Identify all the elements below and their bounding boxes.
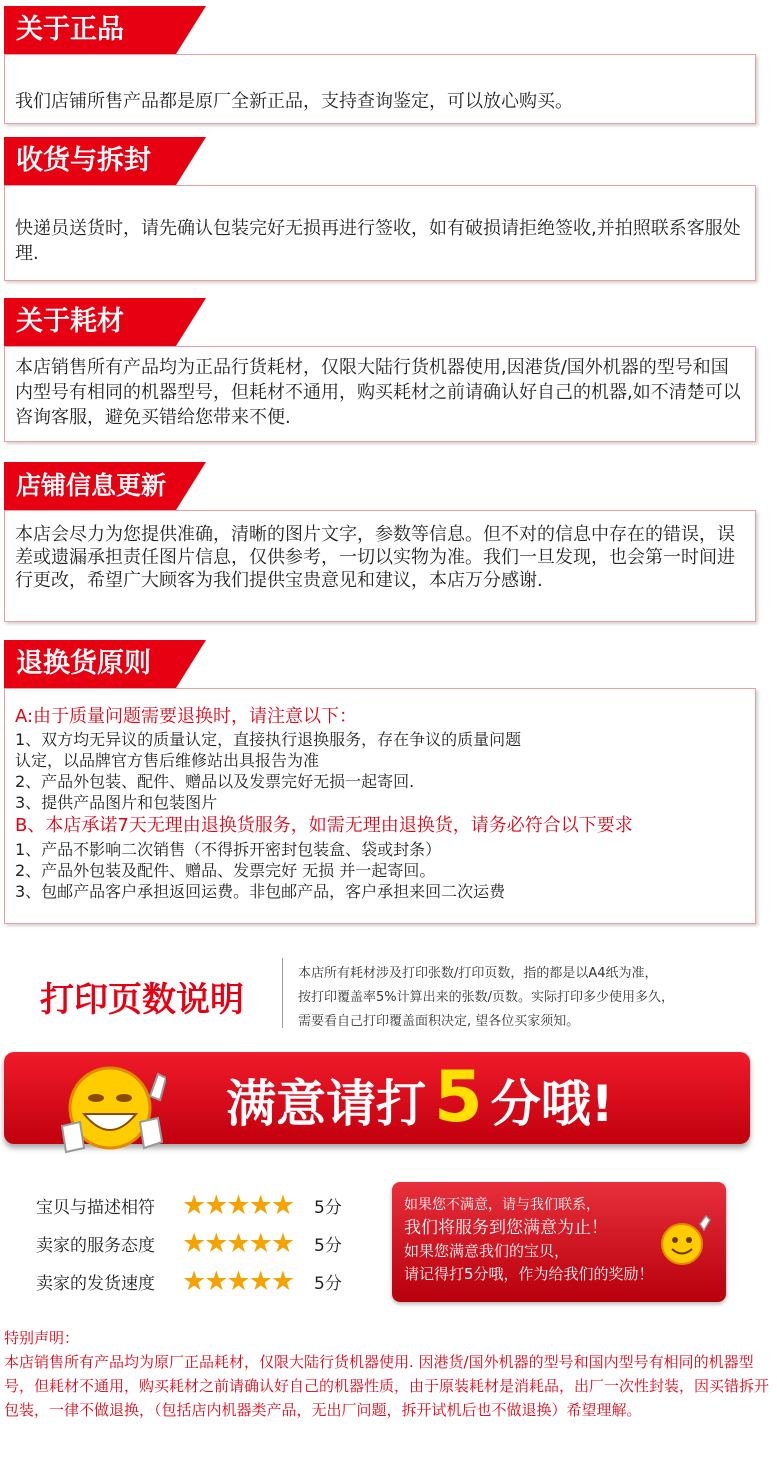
receipt-text: 快递员送货时，请先确认包装完好无损再进行签收，如有破损请拒绝签收,并拍照联系客服处理. xyxy=(15,218,741,264)
rating-row xyxy=(36,1186,376,1224)
rating-row xyxy=(36,1262,376,1300)
msg-line-4: 请记得打5分哦，作为给我们的奖励！ xyxy=(404,1265,654,1283)
print-divider xyxy=(282,958,283,1028)
rating-score: 5分 xyxy=(314,1273,342,1294)
section-box-info-update xyxy=(4,510,756,622)
returns-a-heading: A:由于质量问题需要退换时，请注意以下： xyxy=(15,706,358,727)
genuine-text: 我们店铺所售产品都是原厂全新正品，支持查询鉴定，可以放心购买。 xyxy=(15,91,573,112)
section-tab-receipt: 收货与拆封 xyxy=(4,137,176,185)
section-tab-consumables: 关于耗材 xyxy=(4,298,176,346)
msg-line-3: 如果您满意我们的宝贝， xyxy=(404,1242,570,1260)
special-notice xyxy=(4,1326,774,1422)
section-box-consumables xyxy=(4,346,756,442)
rating-label: 卖家的发货速度 xyxy=(36,1273,155,1294)
rating-score: 5分 xyxy=(314,1235,342,1256)
rating-score: 5分 xyxy=(314,1197,342,1218)
print-title: 打印页数说明 xyxy=(40,980,244,1020)
print-note-line-1: 本店所有耗材涉及打印张数/打印页数，指的都是以A4纸为准， xyxy=(298,966,658,981)
banner-text xyxy=(226,1056,614,1138)
banner-text-post: 分哦! xyxy=(490,1075,614,1133)
section-tab-info-update: 店铺信息更新 xyxy=(4,462,176,510)
returns-a-item-2: 2、产品外包装、配件、赠品以及发票完好无损一起寄回. xyxy=(15,772,415,791)
consumables-text: 本店销售所有产品均为正品行货耗材，仅限大陆行货机器使用,因港货/国外机器的型号和国内型号有相同的机器型号，但耗材不通用，购买耗材之前请确认好自己的机器,如不清楚可以咨询客服，避免买错给您带来不便. xyxy=(15,357,741,428)
info-update-text: 本店会尽力为您提供准确，清晰的图片文字，参数等信息。但不对的信息中存在的错误，误差或遗漏承担责任图片信息，仅供参考，一切以实物为准。我们一旦发现，也会第一时间进行更改，希望广大顾客为我们提供宝贵意见和建议，本店万分感谢. xyxy=(15,524,735,591)
star-rating-icon: ★★★★★ xyxy=(182,1189,294,1221)
print-note xyxy=(298,962,674,1034)
print-note-line-3: 需要看自己打印覆盖面积决定, 望各位买家须知。 xyxy=(298,1014,580,1029)
star-rating-icon: ★★★★★ xyxy=(182,1227,294,1259)
rate-banner xyxy=(4,1052,750,1144)
notice-title: 特别声明： xyxy=(4,1329,80,1347)
returns-a-item-1: 1、双方均无异议的质量认定，直接执行退换服务，存在争议的质量问题 xyxy=(15,730,522,749)
rating-label: 卖家的服务态度 xyxy=(36,1235,155,1256)
section-box-receipt xyxy=(4,185,756,281)
returns-a-item-3: 3、提供产品图片和包装图片 xyxy=(15,793,218,812)
msg-line-1: 如果您不满意，请与我们联系， xyxy=(404,1197,600,1213)
section-tab-returns: 退换货原则 xyxy=(4,640,176,688)
returns-b-item-2: 2、产品外包装及配件、赠品、发票完好 无损 并一起寄回。 xyxy=(15,861,436,880)
satisfaction-message-box xyxy=(392,1182,726,1302)
smiley-icon xyxy=(654,1212,714,1272)
rating-label: 宝贝与描述相符 xyxy=(36,1197,155,1218)
section-tab-genuine: 关于正品 xyxy=(4,6,176,54)
returns-b-item-3: 3、包邮产品客户承担返回运费。非包邮产品，客户承担来回二次运费 xyxy=(15,882,506,901)
ratings-list xyxy=(36,1186,376,1300)
returns-b-heading: B、本店承诺7天无理由退换货服务，如需无理由退换货，请务必符合以下要求 xyxy=(15,815,633,836)
star-rating-icon: ★★★★★ xyxy=(182,1265,294,1297)
rating-row xyxy=(36,1224,376,1262)
notice-body: 本店销售所有产品均为原厂正品耗材，仅限大陆行货机器使用. 因港货/国外机器的型号和国内型号有相同的机器型号，但耗材不通用，购买耗材之前请确认好自己的机器性质，由于原装耗材是消耗品，出厂一次性封装，因买错拆开包装，一律不做退换，（包括店内机器类产品，无出厂问题，拆开试机后也不做退换）希望理解。 xyxy=(4,1353,770,1419)
print-note-line-2: 按打印覆盖率5%计算出来的张数/页数。实际打印多少使用多久， xyxy=(298,990,675,1005)
section-box-returns xyxy=(4,688,756,924)
returns-b-item-1: 1、产品不影响二次销售（不得拆开密封包装盒、袋或封条） xyxy=(15,840,442,859)
returns-a-item-1b: 认定，以品牌官方售后维修站出具报告为准 xyxy=(15,751,320,770)
banner-text-pre: 满意请打 xyxy=(226,1075,426,1133)
section-box-genuine xyxy=(4,54,756,124)
msg-line-2: 我们将服务到您满意为止！ xyxy=(404,1218,608,1238)
banner-score-number: 5 xyxy=(434,1056,483,1138)
smiley-thumbs-up-icon xyxy=(54,1056,166,1168)
